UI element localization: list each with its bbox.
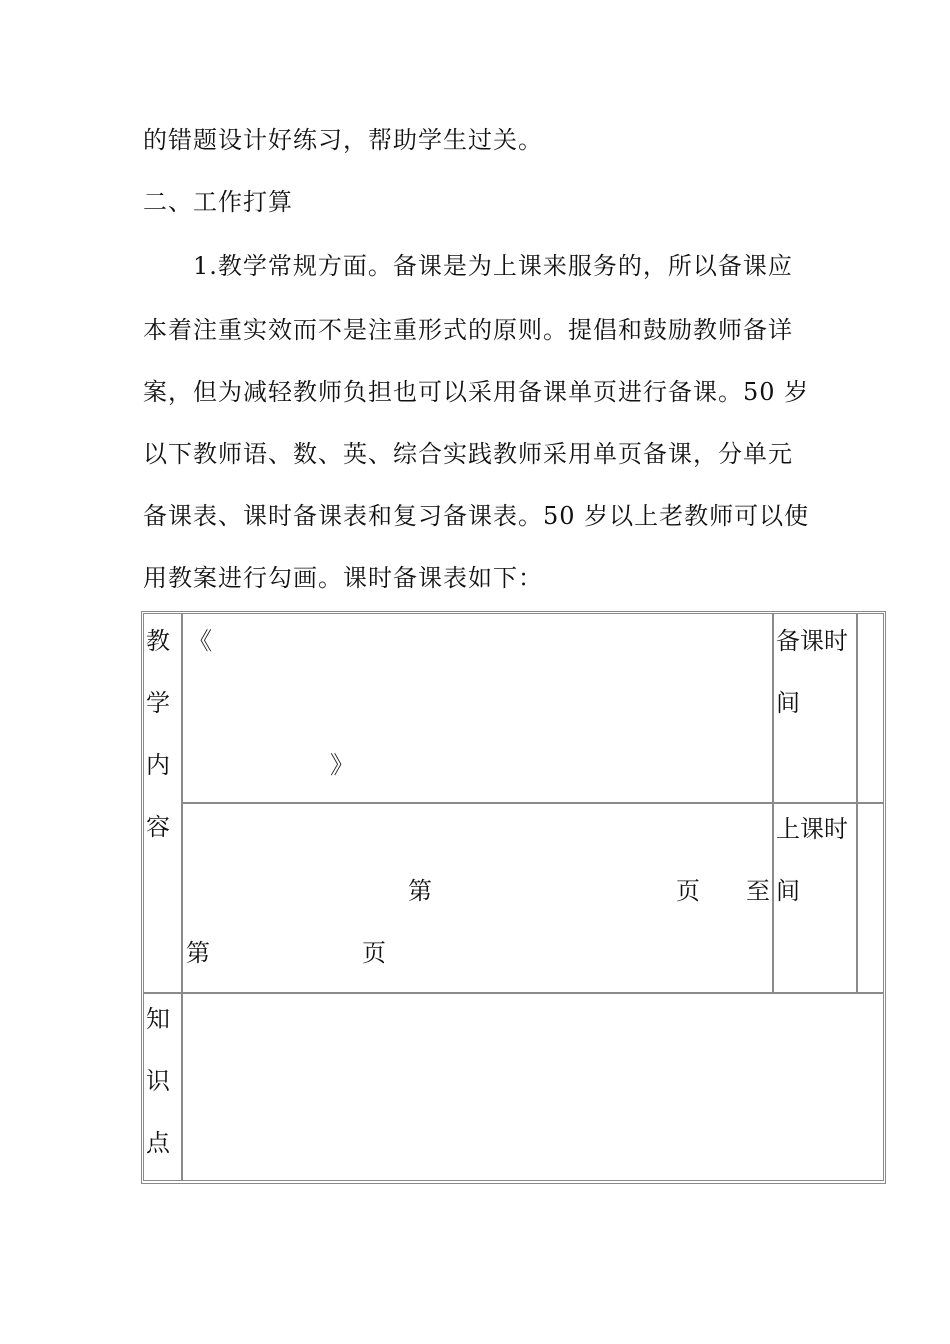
prep-time-label: 备课时 [776, 627, 848, 655]
label-char: 内 [146, 751, 170, 779]
paragraph-line: 1.教学常规方面。备课是为上课来服务的，所以备课应 [193, 252, 793, 280]
label-cell-teaching-content [143, 613, 182, 993]
label-char: 点 [146, 1129, 170, 1157]
label-char: 学 [146, 689, 170, 717]
section-heading: 二、工作打算 [143, 188, 293, 216]
page-to-suffix: 页 [362, 939, 386, 967]
lesson-title-cell[interactable] [182, 613, 773, 803]
page-from-prefix: 第 [408, 877, 432, 905]
page-from-suffix: 页 [676, 877, 700, 905]
paragraph-line: 案，但为减轻教师负担也可以采用备课单页进行备课。50 岁 [143, 378, 810, 406]
class-time-label: 上课时 [776, 815, 848, 843]
page-to-word: 至 [746, 877, 770, 905]
paragraph-line: 备课表、课时备课表和复习备课表。50 岁以上老教师可以使 [143, 502, 810, 530]
paragraph-line: 用教案进行勾画。课时备课表如下： [143, 564, 543, 592]
label-char: 识 [146, 1067, 170, 1095]
prep-time-label: 间 [776, 689, 800, 717]
prep-time-value-cell[interactable] [857, 613, 884, 803]
paragraph-line: 本着注重实效而不是注重形式的原则。提倡和鼓励教师备详 [143, 316, 793, 344]
label-char: 知 [146, 1005, 170, 1033]
knowledge-points-cell[interactable] [182, 993, 884, 1181]
label-char: 容 [146, 813, 170, 841]
paragraph-line: 的错题设计好练习，帮助学生过关。 [143, 126, 543, 154]
paragraph-line: 以下教师语、数、英、综合实践教师采用单页备课，分单元 [143, 440, 793, 468]
class-time-value-cell[interactable] [857, 803, 884, 993]
label-char: 教 [146, 627, 170, 655]
class-time-label: 间 [776, 877, 800, 905]
title-close-bracket: 》 [330, 751, 354, 779]
page-to-prefix: 第 [186, 939, 210, 967]
title-open-bracket: 《 [188, 627, 212, 655]
